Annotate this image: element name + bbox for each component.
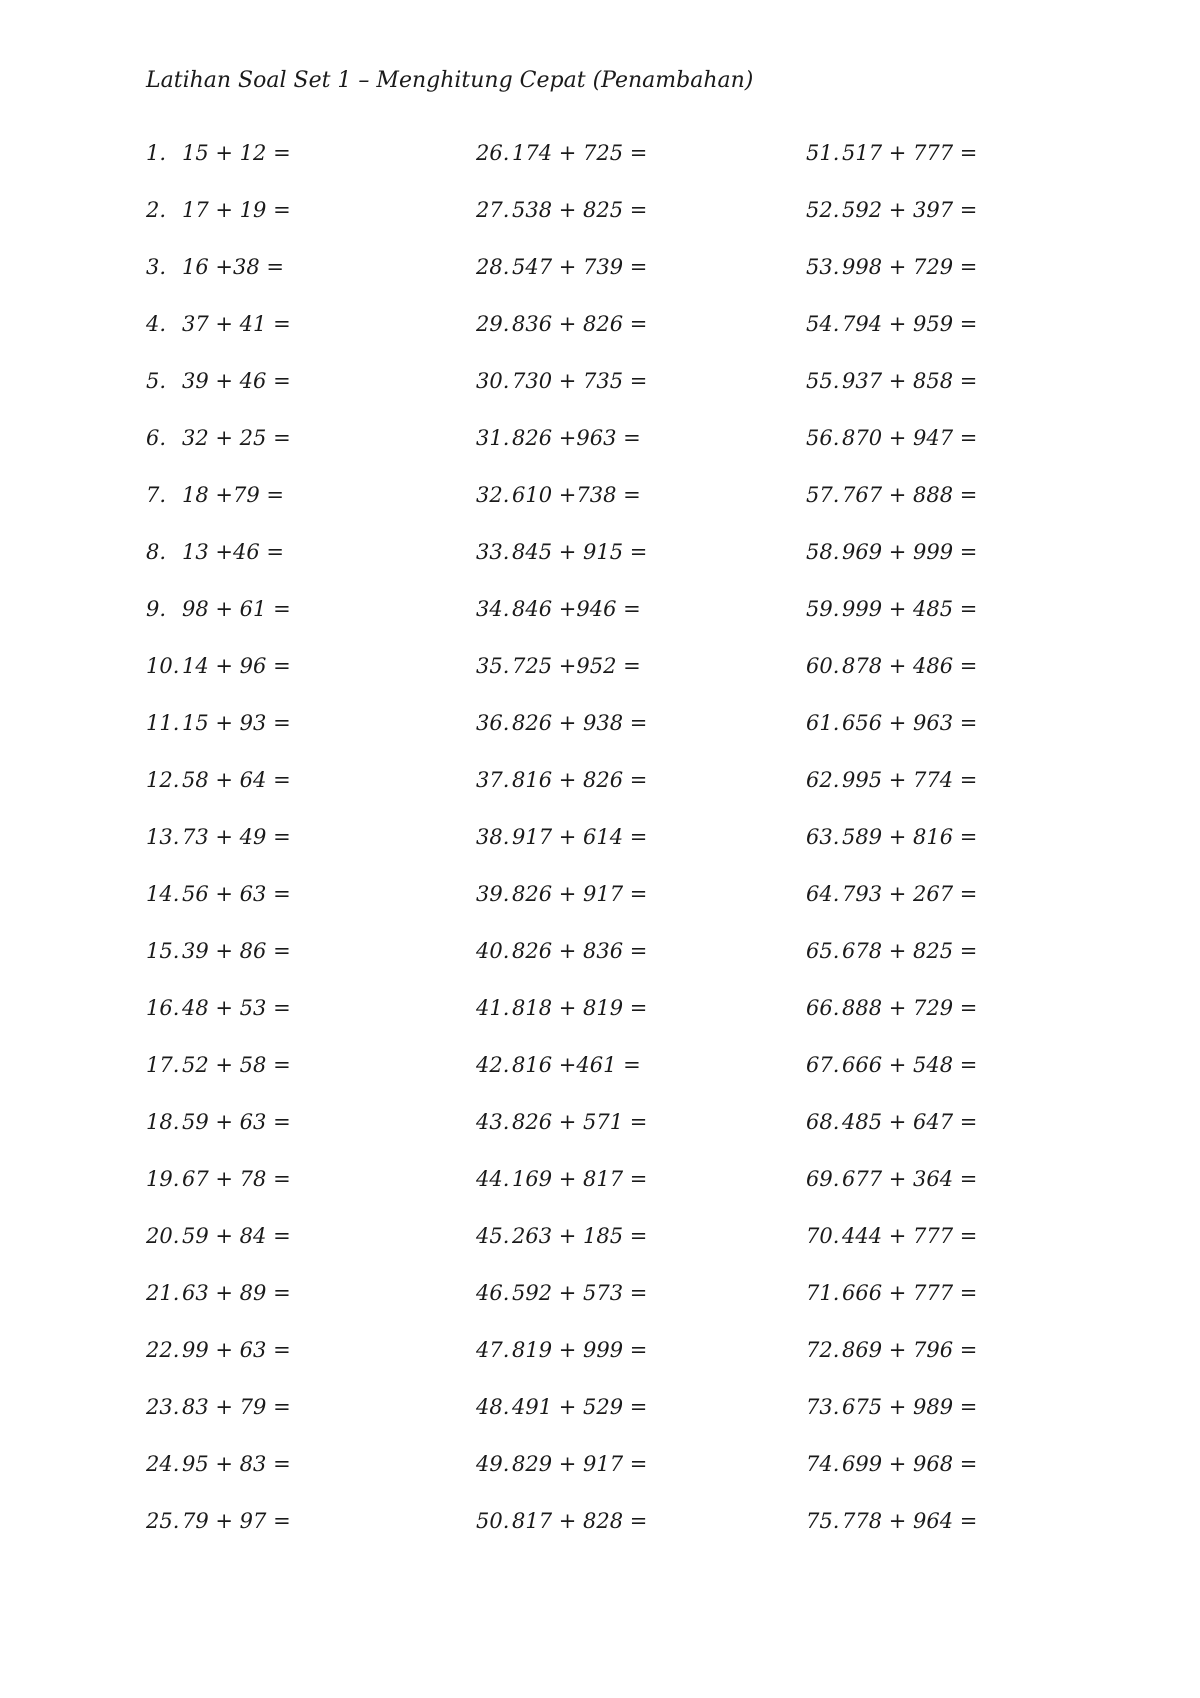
exercise-expression: 995 + 774 = (842, 768, 978, 792)
exercise-expression: 816 + 826 = (512, 768, 648, 792)
exercise-expression: 999 + 485 = (842, 597, 978, 621)
exercise-item (146, 257, 476, 314)
exercise-item (146, 1454, 476, 1511)
exercise-item (146, 1055, 476, 1112)
exercise-expression: 63 + 89 = (182, 1281, 291, 1305)
exercise-item (806, 941, 1136, 998)
exercise-expression: 15 + 93 = (182, 711, 291, 735)
exercise-expression: 826 + 917 = (512, 882, 648, 906)
exercise-number: 64. (806, 882, 840, 906)
exercise-item (806, 998, 1136, 1055)
exercise-item (806, 1454, 1136, 1511)
exercise-item (806, 1112, 1136, 1169)
exercise-expression: 730 + 735 = (512, 369, 648, 393)
exercise-expression: 263 + 185 = (512, 1224, 648, 1248)
exercise-item (146, 656, 476, 713)
exercise-expression: 778 + 964 = (842, 1509, 978, 1533)
exercise-number: 45. (476, 1224, 510, 1248)
exercise-number: 43. (476, 1110, 510, 1134)
exercise-number: 21. (146, 1281, 180, 1305)
exercise-number: 52. (806, 198, 840, 222)
exercise-expression: 870 + 947 = (842, 426, 978, 450)
exercise-expression: 678 + 825 = (842, 939, 978, 963)
exercise-item (806, 1283, 1136, 1340)
exercise-item (806, 485, 1136, 542)
exercise-item (806, 1169, 1136, 1226)
exercise-item (806, 143, 1136, 200)
exercise-expression: 174 + 725 = (512, 141, 648, 165)
exercise-item (476, 143, 806, 200)
exercise-number: 47. (476, 1338, 510, 1362)
exercise-item (146, 1511, 476, 1568)
exercise-expression: 15 + 12 = (182, 141, 291, 165)
exercise-number: 69. (806, 1167, 840, 1191)
exercise-item (476, 998, 806, 1055)
exercise-item (806, 314, 1136, 371)
exercise-item (806, 371, 1136, 428)
exercise-expression: 793 + 267 = (842, 882, 978, 906)
exercise-item (476, 941, 806, 998)
exercise-item (146, 485, 476, 542)
exercise-number: 30. (476, 369, 510, 393)
exercise-number: 54. (806, 312, 840, 336)
exercise-number: 34. (476, 597, 510, 621)
exercise-expression: 819 + 999 = (512, 1338, 648, 1362)
exercise-number: 25. (146, 1509, 180, 1533)
exercise-number: 33. (476, 540, 510, 564)
exercise-number: 40. (476, 939, 510, 963)
exercise-number: 20. (146, 1224, 180, 1248)
exercise-item (476, 1169, 806, 1226)
exercise-expression: 998 + 729 = (842, 255, 978, 279)
exercise-number: 46. (476, 1281, 510, 1305)
exercise-number: 13. (146, 825, 180, 849)
exercise-number: 35. (476, 654, 510, 678)
exercise-number: 53. (806, 255, 840, 279)
exercise-number: 72. (806, 1338, 840, 1362)
exercise-item (476, 827, 806, 884)
exercise-expression: 666 + 548 = (842, 1053, 978, 1077)
exercise-item (806, 1397, 1136, 1454)
exercise-item (146, 1112, 476, 1169)
exercise-number: 73. (806, 1395, 840, 1419)
exercise-expression: 816 +461 = (512, 1053, 641, 1077)
exercise-item (806, 599, 1136, 656)
exercise-number: 31. (476, 426, 510, 450)
exercise-number: 55. (806, 369, 840, 393)
exercise-number: 23. (146, 1395, 180, 1419)
exercise-expression: 725 +952 = (512, 654, 641, 678)
exercise-item (806, 257, 1136, 314)
exercise-expression: 699 + 968 = (842, 1452, 978, 1476)
exercise-expression: 16 +38 = (182, 255, 284, 279)
exercise-expression: 99 + 63 = (182, 1338, 291, 1362)
exercise-expression: 79 + 97 = (182, 1509, 291, 1533)
exercise-expression: 39 + 86 = (182, 939, 291, 963)
exercise-item (476, 428, 806, 485)
exercise-expression: 517 + 777 = (842, 141, 978, 165)
exercise-column-1 (146, 143, 476, 1568)
exercise-number: 7. (146, 483, 167, 507)
exercise-column-2 (476, 143, 806, 1568)
exercise-item (806, 884, 1136, 941)
exercise-number: 57. (806, 483, 840, 507)
exercise-expression: 169 + 817 = (512, 1167, 648, 1191)
exercise-expression: 17 + 19 = (182, 198, 291, 222)
exercise-item (146, 428, 476, 485)
exercise-number: 29. (476, 312, 510, 336)
exercise-expression: 675 + 989 = (842, 1395, 978, 1419)
exercise-number: 28. (476, 255, 510, 279)
exercise-number: 8. (146, 540, 167, 564)
exercise-number: 12. (146, 768, 180, 792)
exercise-number: 56. (806, 426, 840, 450)
exercise-item (806, 1055, 1136, 1112)
exercise-number: 63. (806, 825, 840, 849)
exercise-number: 65. (806, 939, 840, 963)
exercise-item (806, 713, 1136, 770)
exercise-number: 75. (806, 1509, 840, 1533)
exercise-item (476, 770, 806, 827)
exercise-item (146, 827, 476, 884)
exercise-item (476, 542, 806, 599)
exercise-item (806, 1340, 1136, 1397)
exercise-expression: 59 + 84 = (182, 1224, 291, 1248)
exercise-expression: 491 + 529 = (512, 1395, 648, 1419)
exercise-item (806, 200, 1136, 257)
exercise-expression: 485 + 647 = (842, 1110, 978, 1134)
exercise-item (146, 941, 476, 998)
exercise-expression: 845 + 915 = (512, 540, 648, 564)
exercise-number: 11. (146, 711, 180, 735)
exercise-expression: 592 + 397 = (842, 198, 978, 222)
exercise-item (146, 1169, 476, 1226)
exercise-item (146, 143, 476, 200)
exercise-item (476, 1226, 806, 1283)
exercise-expression: 538 + 825 = (512, 198, 648, 222)
exercise-number: 38. (476, 825, 510, 849)
exercise-expression: 878 + 486 = (842, 654, 978, 678)
exercise-item (146, 1226, 476, 1283)
exercise-item (476, 1511, 806, 1568)
exercise-expression: 794 + 959 = (842, 312, 978, 336)
exercise-item (476, 884, 806, 941)
exercise-number: 27. (476, 198, 510, 222)
exercise-number: 15. (146, 939, 180, 963)
exercise-item (476, 1454, 806, 1511)
exercise-item (806, 656, 1136, 713)
exercise-item (476, 1055, 806, 1112)
exercise-item (146, 542, 476, 599)
exercise-expression: 32 + 25 = (182, 426, 291, 450)
exercise-number: 71. (806, 1281, 840, 1305)
exercise-item (806, 542, 1136, 599)
exercise-item (146, 200, 476, 257)
exercise-number: 9. (146, 597, 167, 621)
exercise-number: 62. (806, 768, 840, 792)
exercise-item (806, 770, 1136, 827)
exercise-number: 61. (806, 711, 840, 735)
exercise-number: 51. (806, 141, 840, 165)
exercise-item (476, 713, 806, 770)
exercise-number: 16. (146, 996, 180, 1020)
exercise-expression: 826 + 938 = (512, 711, 648, 735)
exercise-number: 19. (146, 1167, 180, 1191)
exercise-expression: 547 + 739 = (512, 255, 648, 279)
exercise-number: 32. (476, 483, 510, 507)
exercise-number: 59. (806, 597, 840, 621)
exercise-expression: 817 + 828 = (512, 1509, 648, 1533)
page-title: Latihan Soal Set 1 – Menghitung Cepat (Penambahan) (146, 68, 754, 93)
exercise-expression: 937 + 858 = (842, 369, 978, 393)
exercise-number: 70. (806, 1224, 840, 1248)
exercise-expression: 917 + 614 = (512, 825, 648, 849)
exercise-item (476, 257, 806, 314)
exercise-number: 18. (146, 1110, 180, 1134)
exercise-item (476, 599, 806, 656)
exercise-number: 36. (476, 711, 510, 735)
exercise-expression: 48 + 53 = (182, 996, 291, 1020)
exercise-expression: 37 + 41 = (182, 312, 291, 336)
exercise-expression: 610 +738 = (512, 483, 641, 507)
exercise-expression: 58 + 64 = (182, 768, 291, 792)
exercise-expression: 829 + 917 = (512, 1452, 648, 1476)
exercise-number: 3. (146, 255, 167, 279)
exercise-item (806, 1226, 1136, 1283)
exercise-expression: 589 + 816 = (842, 825, 978, 849)
exercise-item (146, 770, 476, 827)
exercise-number: 39. (476, 882, 510, 906)
exercise-expression: 52 + 58 = (182, 1053, 291, 1077)
exercise-expression: 83 + 79 = (182, 1395, 291, 1419)
exercise-item (806, 428, 1136, 485)
exercise-expression: 826 +963 = (512, 426, 641, 450)
exercise-item (476, 371, 806, 428)
exercise-expression: 73 + 49 = (182, 825, 291, 849)
exercise-expression: 888 + 729 = (842, 996, 978, 1020)
exercise-expression: 969 + 999 = (842, 540, 978, 564)
exercise-expression: 826 + 836 = (512, 939, 648, 963)
exercise-expression: 39 + 46 = (182, 369, 291, 393)
exercise-item (476, 314, 806, 371)
exercise-number: 6. (146, 426, 167, 450)
exercise-expression: 98 + 61 = (182, 597, 291, 621)
exercise-item (146, 1283, 476, 1340)
exercise-expression: 59 + 63 = (182, 1110, 291, 1134)
exercise-item (476, 1397, 806, 1454)
exercise-expression: 14 + 96 = (182, 654, 291, 678)
exercise-expression: 67 + 78 = (182, 1167, 291, 1191)
exercise-number: 60. (806, 654, 840, 678)
exercise-columns (146, 143, 1146, 1568)
exercise-number: 37. (476, 768, 510, 792)
exercise-number: 5. (146, 369, 167, 393)
exercise-expression: 767 + 888 = (842, 483, 978, 507)
exercise-expression: 95 + 83 = (182, 1452, 291, 1476)
exercise-number: 2. (146, 198, 167, 222)
exercise-item (146, 314, 476, 371)
exercise-number: 41. (476, 996, 510, 1020)
exercise-item (146, 713, 476, 770)
exercise-expression: 836 + 826 = (512, 312, 648, 336)
exercise-number: 14. (146, 882, 180, 906)
exercise-number: 49. (476, 1452, 510, 1476)
exercise-item (146, 998, 476, 1055)
exercise-number: 66. (806, 996, 840, 1020)
exercise-item (806, 1511, 1136, 1568)
exercise-item (476, 485, 806, 542)
exercise-expression: 444 + 777 = (842, 1224, 978, 1248)
exercise-number: 24. (146, 1452, 180, 1476)
exercise-number: 1. (146, 141, 167, 165)
exercise-number: 67. (806, 1053, 840, 1077)
exercise-item (476, 200, 806, 257)
exercise-number: 10. (146, 654, 180, 678)
exercise-number: 17. (146, 1053, 180, 1077)
exercise-expression: 846 +946 = (512, 597, 641, 621)
exercise-number: 58. (806, 540, 840, 564)
exercise-item (146, 884, 476, 941)
exercise-number: 50. (476, 1509, 510, 1533)
exercise-expression: 677 + 364 = (842, 1167, 978, 1191)
exercise-item (476, 1112, 806, 1169)
exercise-expression: 826 + 571 = (512, 1110, 648, 1134)
exercise-number: 44. (476, 1167, 510, 1191)
exercise-number: 4. (146, 312, 167, 336)
exercise-item (146, 1340, 476, 1397)
exercise-item (476, 1283, 806, 1340)
exercise-expression: 656 + 963 = (842, 711, 978, 735)
exercise-number: 22. (146, 1338, 180, 1362)
exercise-number: 68. (806, 1110, 840, 1134)
exercise-column-3 (806, 143, 1136, 1568)
exercise-number: 48. (476, 1395, 510, 1419)
exercise-item (476, 656, 806, 713)
exercise-expression: 56 + 63 = (182, 882, 291, 906)
exercise-item (146, 1397, 476, 1454)
exercise-expression: 818 + 819 = (512, 996, 648, 1020)
exercise-item (146, 371, 476, 428)
exercise-expression: 666 + 777 = (842, 1281, 978, 1305)
exercise-expression: 18 +79 = (182, 483, 284, 507)
exercise-item (476, 1340, 806, 1397)
exercise-expression: 592 + 573 = (512, 1281, 648, 1305)
exercise-number: 74. (806, 1452, 840, 1476)
exercise-number: 42. (476, 1053, 510, 1077)
exercise-expression: 13 +46 = (182, 540, 284, 564)
exercise-number: 26. (476, 141, 510, 165)
exercise-item (806, 827, 1136, 884)
exercise-expression: 869 + 796 = (842, 1338, 978, 1362)
exercise-item (146, 599, 476, 656)
